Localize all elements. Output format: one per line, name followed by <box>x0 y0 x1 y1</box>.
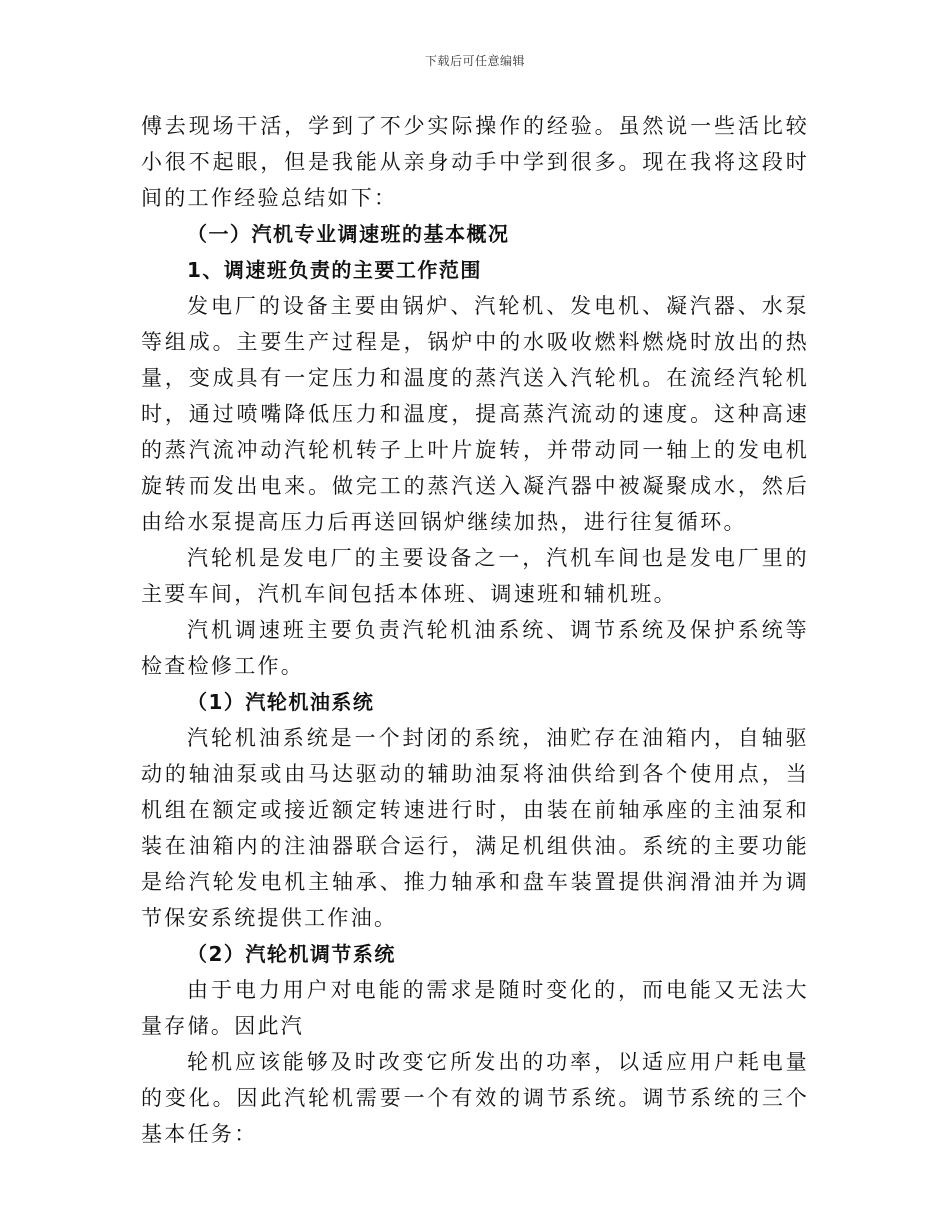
paragraph-intro: 傅去现场干活，学到了不少实际操作的经验。虽然说一些活比较小很不起眼，但是我能从亲身动手中学到很多。现在我将这段时间的工作经验总结如下： <box>141 114 809 210</box>
paragraph-power-plant: 发电厂的设备主要由锅炉、汽轮机、发电机、凝汽器、水泵等组成。主要生产过程是，锅炉中的水吸收燃料燃烧时放出的热量，变成具有一定压力和温度的蒸汽送入汽轮机。在流经汽轮机时，通过喷嘴降低压力和温度，提高蒸汽流动的速度。这种高速的蒸汽流冲动汽轮机转子上叶片旋转，并带动同一轴上的发电机旋转而发出电来。做完工的蒸汽送入凝汽器中被凝聚成水，然后由给水泵提高压力后再送回锅炉继续加热，进行往复循环。 <box>141 294 809 534</box>
paragraph-oil-system: 汽轮机油系统是一个封闭的系统，油贮存在油箱内，自轴驱动的轴油泵或由马达驱动的辅助油泵将油供给到各个使用点，当机组在额定或接近额定转速进行时，由装在前轴承座的主油泵和装在油箱内的注油器联合运行，满足机组供油。系统的主要功能是给汽轮发电机主轴承、推力轴承和盘车装置提供润滑油并为调节保安系统提供工作油。 <box>141 726 809 930</box>
section-heading-overview: （一）汽机专业调速班的基本概况 <box>187 222 510 246</box>
subsection-heading-oil-system: （1）汽轮机油系统 <box>187 690 375 714</box>
paragraph-control-tasks: 轮机应该能够及时改变它所发出的功率，以适应用户耗电量的变化。因此汽轮机需要一个有效的调节系统。调节系统的三个基本任务： <box>141 1050 809 1146</box>
paragraph-speed-team-duties: 汽机调速班主要负责汽轮机油系统、调节系统及保护系统等检查检修工作。 <box>141 618 809 678</box>
paragraph-turbine-workshop: 汽轮机是发电厂的主要设备之一，汽机车间也是发电厂里的主要车间，汽机车间包括本体班、调速班和辅机班。 <box>141 546 809 606</box>
document-body <box>141 108 809 1152</box>
subsection-heading-scope: 1、调速班负责的主要工作范围 <box>187 258 482 282</box>
paragraph-control-demand: 由于电力用户对电能的需求是随时变化的，而电能又无法大量存储。因此汽 <box>141 978 809 1038</box>
page-header: 下载后可任意编辑 <box>424 54 525 68</box>
subsection-heading-control-system: （2）汽轮机调节系统 <box>187 942 396 966</box>
